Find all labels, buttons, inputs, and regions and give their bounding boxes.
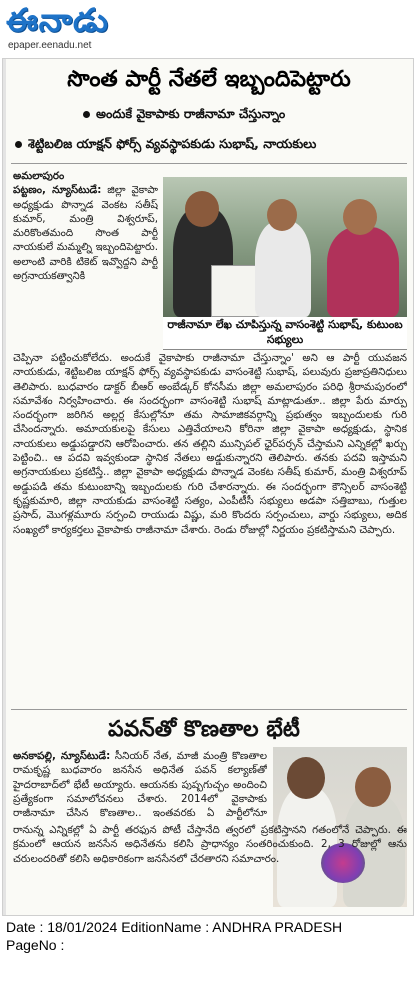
person-figure — [255, 221, 311, 317]
clipping-edge — [3, 59, 6, 915]
article1-lead-column — [13, 169, 158, 347]
subhead-2-text: శెట్టిబలిజ యాక్షన్ ఫోర్స్ వ్యవస్థాపకుడు సుభాష్, నాయకులు — [28, 136, 317, 151]
bullet-icon — [15, 141, 22, 148]
epaper-url[interactable]: epaper.eenadu.net — [8, 40, 92, 51]
article1-photo-caption: రాజీనామా లేఖ చూపిస్తున్న వాసంశెట్టి సుభాష్, కుటుంబ సభ్యులు — [163, 317, 407, 350]
footer-page-no: PageNo : — [6, 937, 65, 953]
page-footer — [6, 918, 342, 954]
eenadu-logo[interactable]: ఈనాడు — [6, 1, 109, 39]
article2-headline: పవన్‌తో కొణతాల భేటీ — [108, 717, 300, 742]
article1-lead: జిల్లా వైకాపా అధ్యక్షుడు పొన్నాడ వెంకట సతీష్ కుమార్, మంత్రి విశ్వరూప్, మరికొంతమంది సొంత పార్టీ నాయకులే మమ్మల్ని ఇబ్బందిపెట్టారు. అలాంటి వారికి టికెట్ ఇవ్వొద్దని పార్టీ అగ్రనాయకత్వానికి — [13, 184, 158, 283]
article2-lead: సీనియర్ నేత, మాజీ మంత్రి కొణతాల రామకృష్ణ బుధవారం జనసేన అధినేత పవన్ కల్యాణ్‌తో హైదరాబాద్‌లో భేటీ అయ్యారు. ఆయనకు పుష్పగుచ్ఛం అందించి ప్రత్యేకంగా సమాలోచనలు చేశారు. 2014లో వైకాపాకు రాజీనామా చేసిన కొణతాల.. ఇంతవరకు ఏ పార్టీలోనూ — [13, 750, 267, 820]
article1-dateline: పట్టణం, న్యూస్‌టుడే: — [13, 184, 102, 197]
article2-dateline: అనకాపల్లి, న్యూస్‌టుడే: — [13, 750, 111, 762]
subhead-1-text: అందుకే వైకాపాకు రాజీనామా చేస్తున్నాం — [96, 106, 286, 121]
bullet-icon — [83, 111, 90, 118]
page-header — [0, 0, 416, 58]
person-head — [355, 767, 391, 807]
article2-lead-column — [13, 749, 267, 821]
person-figure — [327, 227, 399, 317]
person-head — [185, 191, 219, 227]
footer-date-edition: Date : 18/01/2024 EditionName : ANDHRA PRADESH — [6, 919, 343, 935]
article2-body: రానున్న ఎన్నికల్లో ఏ పార్టీ తరఫున పోటీ చేస్తానేది త్వరలో ప్రకటిస్తానని గతంలోనే చెప్పారు. ఈ క్రమంలో ఆయన జనసేన అధినేతను కలిసి ప్రాధాన్యం సంతరించుకుంది. 2, 3 రోజుల్లో ఆను చరులందరితో కలిసి అధికారికంగా జనసేనలో చేరతారని సమాచారం. — [13, 824, 407, 865]
article1-body: చెప్పినా పట్టించుకోలేదు. అందుకే వైకాపాకు రాజీనామా చేస్తున్నాం' అని ఆ పార్టీ యువజన నాయకుడు, శెట్టిబలిజ యాక్షన్ ఫోర్స్ వ్యవస్థాపకుడు వాసంశెట్టి సుభాష్, పలువురు ప్రజాప్రతినిధులు తెలిపారు. బుధవారం డాక్టర్ బీఆర్ అంబేడ్కర్ కోనసీమ జిల్లా అమలాపురం పరిధి శ్రీరామపురంలో సమావేశం నిర్వహించారు. ఈ సందర్భంగా వాసంశెట్టి సుభాష్ మాట్లాడుతూ.. జిల్లా పేరు మార్పు సందర్భంగా జరిగిన అల్లర్ల కేసుల్లోనూ తమ సామాజికవర్గాన్ని ప్రభుత్వం ఇబ్బందులకు గురి చేసిందన్నారు. అమాయకులపై కేసులు ఎత్తివేయాలని కోరినా జిల్లా వైకాపా అధ్యక్షుడు, స్థానిక నాయకులు అడ్డుపడ్డారని ఆరోపించారు. తన తల్లిని మున్సిపల్ ఛైర్‌పర్సన్ చేస్తామని ఎన్నికల్లో ఖర్చు పెట్టించి.. ఆ పదవి ఇవ్వకుండా స్థానిక నేతలు అడ్డుకున్నారని తెలిపారు. తనకు పదవి ఇస్తామని అగ్రనాయకులు ప్రకటిస్తే.. జిల్లా వైకాపా అధ్యక్షుడు పొన్నాడ వెంకట సతీష్ కుమార్, మంత్రి విశ్వరూప్ అడ్డుపడి తమ కుటుంబాన్ని ఇబ్బందులకు గురి చేశారన్నారు. ఈ సందర్భంగా కౌన్సిలర్ వాసంశెట్టి కృష్ణకుమారి, జిల్లా నాయకుడు వాసంశెట్టి సత్యం, ఎంపీటీసీ సభ్యులు అడపా సత్తిబాబు, గుత్తుల ప్రసాద్, మొగళ్లమూరు సర్పంచి రాయుడు విష్ణు, మరి కొందరు సర్పంచులు, వార్డు సభ్యులు, అదిక సంఖ్యలో కార్యకర్తలు వైకాపాకు రాజీనామా చేశారు. రెండు రోజుల్లో నిర్ణయం ప్రకటిస్తామని చెప్పారు. — [13, 352, 407, 536]
person-head — [267, 199, 297, 231]
person-head — [287, 757, 325, 799]
article1-dateline-place: అమలాపురం — [13, 170, 65, 182]
article1-headline: సొంత పార్టీ నేతలే ఇబ్బందిపెట్టారు — [67, 67, 351, 92]
divider — [11, 709, 407, 710]
person-head — [343, 199, 377, 235]
article1-subhead-2 — [15, 135, 316, 153]
article1-photo — [163, 177, 407, 317]
article1-subhead-1 — [83, 105, 285, 123]
divider — [11, 163, 407, 164]
news-clipping — [2, 58, 414, 916]
